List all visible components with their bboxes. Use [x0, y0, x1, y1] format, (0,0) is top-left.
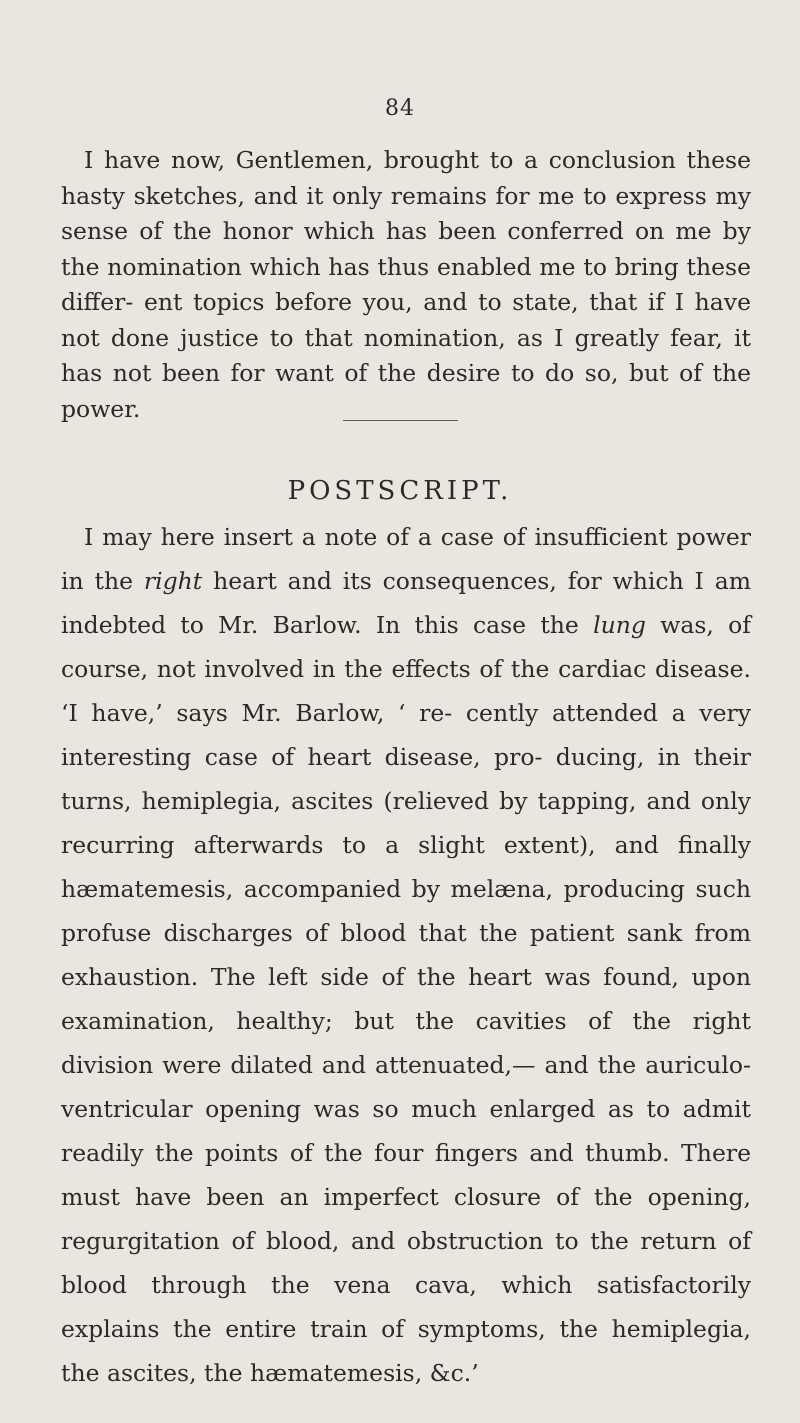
postscript-text-part-2: heart and its consequences, for which I am indebted to Mr. Barlow. In this case the [61, 567, 751, 639]
postscript-text-part-1: I may here insert a note of a case of insufficient power in the [61, 523, 751, 595]
postscript-heading: POSTSCRIPT. [287, 476, 513, 506]
postscript-italic-lung: lung [593, 611, 646, 639]
postscript-text-part-3: was, of course, not involved in the effects of the cardiac disease. ‘I have,’ says Mr. Barlow, ‘ re- cently attended a very interesting case of heart disease, pro- ducing, in their turns, hemiplegia, ascites (relieved by tapping, and only recurring afterwards to a slight extent), and finally hæmatemesis, accompanied by melæna, producing such profuse discharges of blood that the patient sank from exhaustion. The left side of the heart was found, upon examination, healthy; but the cavities of the right division were dilated and attenuated,— and the auriculo-ventricular opening was so much enlarged as to admit readily the points of the four fingers and thumb. There must have been an imperfect closure of the opening, regurgitation of blood, and obstruction to the return of blood through the vena cava, which satisfactorily explains the entire train of symptoms, the hemiplegia, the ascites, the hæmatemesis, &c.’ [61, 611, 751, 1387]
section-divider [343, 420, 458, 421]
postscript-italic-right: right [143, 567, 203, 595]
postscript-paragraph [61, 515, 751, 1395]
closing-paragraph: I have now, Gentlemen, brought to a conclusion these hasty sketches, and it only remains for me to express my sense of the honor which has been conferred on me by the nomination which has thus enabled me to bring these differ- ent topics before you, and to state, that if I have not done justice to that nomination, as I greatly fear, it has not been for want of the desire to do so, but of the power. [61, 146, 751, 423]
page-number: 84 [385, 96, 415, 121]
